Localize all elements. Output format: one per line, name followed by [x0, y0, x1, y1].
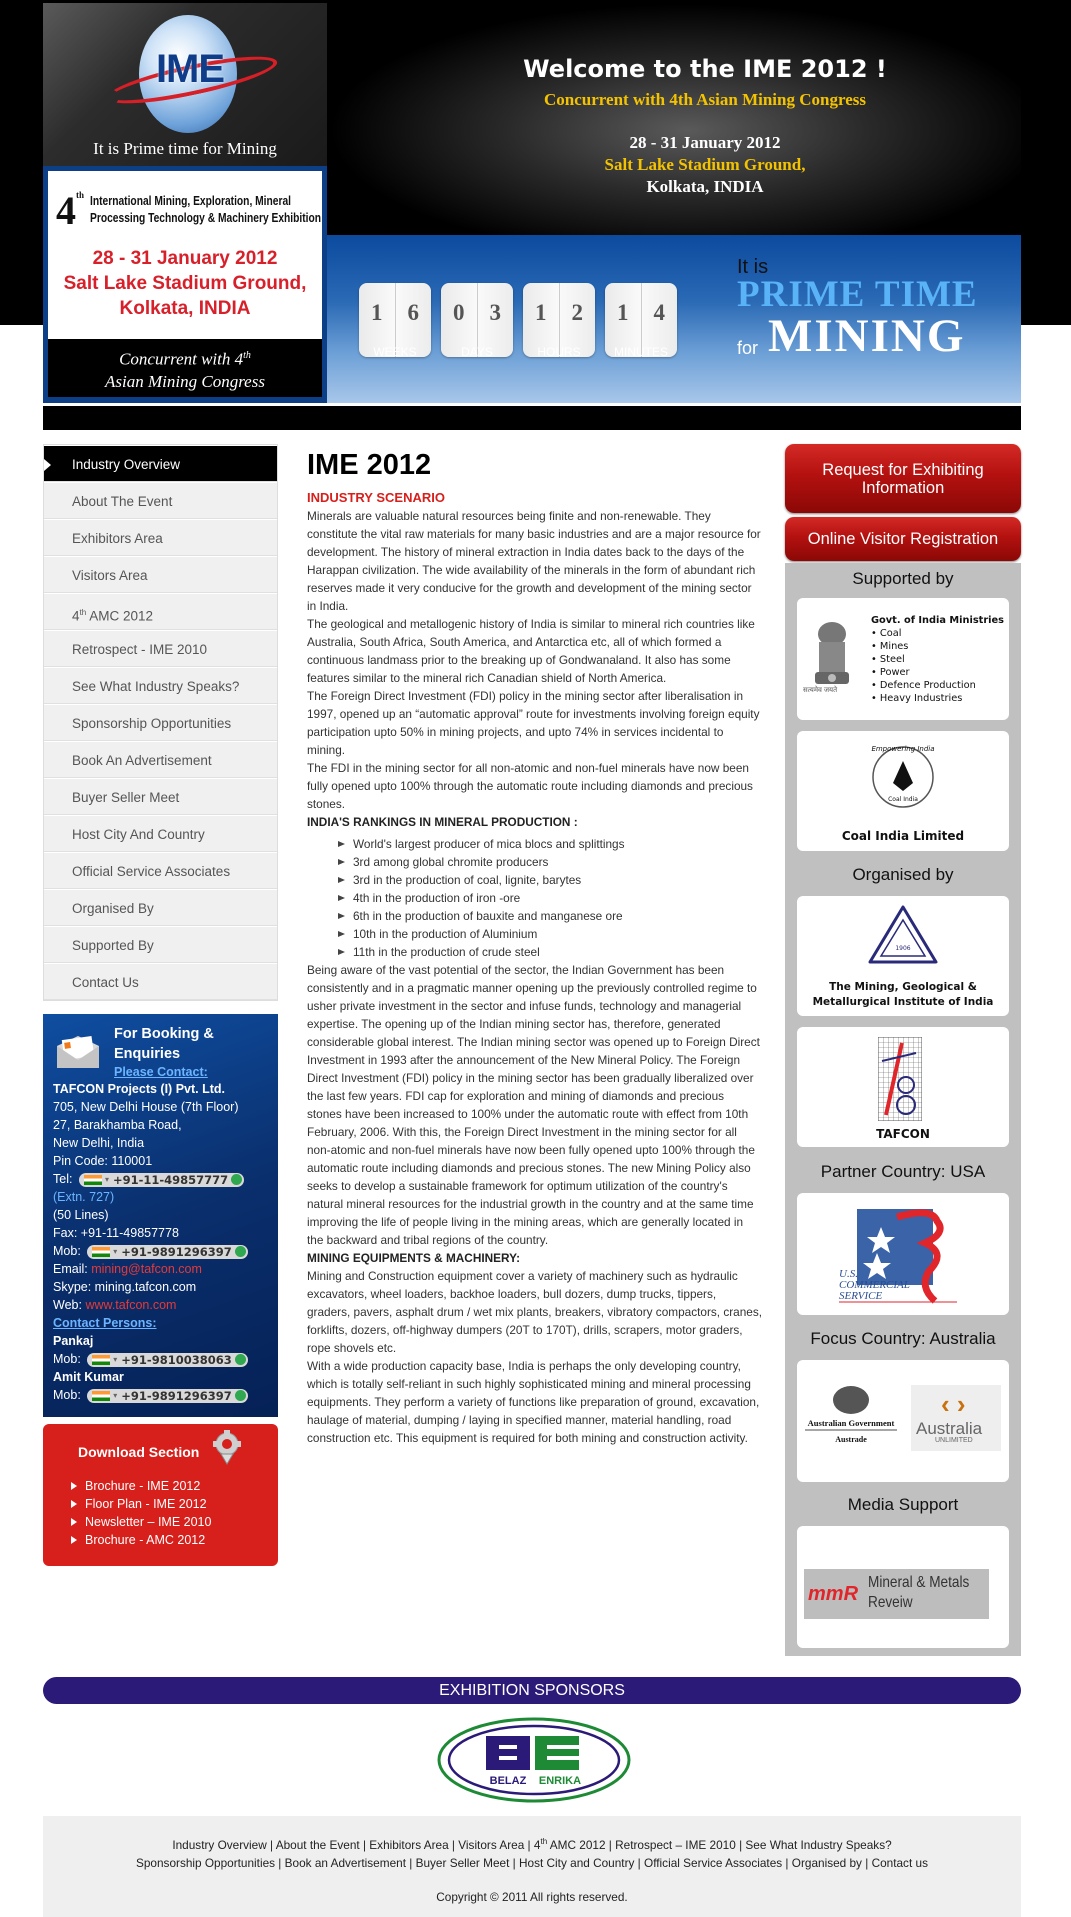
call-icon — [231, 1174, 242, 1185]
section-heading: INDUSTRY SCENARIO — [307, 490, 445, 505]
digit: 6 — [395, 283, 432, 357]
footer-separator: | — [509, 1855, 519, 1870]
media-support-heading: Media Support — [847, 1495, 959, 1514]
footer-separator: | — [524, 1837, 534, 1852]
digit: 3 — [477, 283, 514, 357]
footer-link[interactable]: Book an Advertisement — [284, 1855, 406, 1870]
download-item[interactable]: Brochure - IME 2012 — [71, 1477, 211, 1495]
exhibition-sponsors-bar: EXHIBITION SPONSORS — [43, 1677, 1021, 1704]
footer-separator: | — [275, 1855, 285, 1870]
phone-link[interactable]: ▾ +91-9891296397 — [87, 1245, 247, 1259]
mob-row: Mob: ▾ +91-9891296397 — [53, 1242, 273, 1260]
machinery-heading: MINING EQUIPMENTS & MACHINERY: — [307, 1251, 521, 1265]
australia-unlimited-logo — [911, 1385, 1001, 1451]
digit: 0 — [453, 300, 465, 325]
sidebar-item-industry-speaks[interactable]: See What Industry Speaks? — [44, 667, 277, 704]
copyright: Copyright © 2011 All rights reserved. — [436, 1889, 628, 1904]
countdown-banner — [327, 235, 1021, 403]
prime-time-banner — [737, 256, 1007, 362]
ranking-item: 11th in the production of crude steel — [338, 943, 762, 961]
ime-logo-area — [43, 3, 327, 166]
coal-india-inner-text: Coal India — [888, 796, 918, 803]
countdown-days — [441, 283, 513, 359]
footer-separator: | — [605, 1837, 616, 1852]
sidebar-item-advertisement[interactable]: Book An Advertisement — [44, 741, 277, 778]
govt-india-ministries-card[interactable] — [797, 598, 1009, 720]
footer-separator: | — [405, 1855, 416, 1870]
footer-link[interactable]: About the Event — [275, 1837, 360, 1852]
supported-by-heading: Supported by — [852, 569, 954, 588]
contact-details — [53, 1080, 273, 1404]
digit: 2 — [559, 283, 596, 357]
india-flag-icon — [92, 1355, 110, 1365]
ranking-item: 10th in the production of Aluminium — [338, 925, 762, 943]
chevron-down-icon: ▾ — [104, 1174, 109, 1184]
main-content — [307, 447, 762, 1447]
sidebar-item-visitors-area[interactable]: Visitors Area — [44, 556, 277, 593]
rankings-list — [338, 835, 762, 961]
call-icon — [235, 1390, 246, 1401]
welcome-venue: Salt Lake Stadium Ground, — [604, 155, 806, 174]
phone-link[interactable]: ▾ +91-9810038063 — [87, 1353, 247, 1367]
welcome-date: 28 - 31 January 2012 — [629, 133, 781, 152]
tafcon-logo-icon — [878, 1037, 922, 1121]
commercial-text: COMMERCIAL — [839, 1279, 910, 1291]
digit: 4 — [641, 283, 678, 357]
footer-link[interactable]: Exhibitors Area — [369, 1837, 449, 1852]
person-name: Pankaj — [53, 1334, 94, 1348]
sidebar-item-supported-by[interactable]: Supported By — [44, 926, 277, 963]
sidebar-item-organised-by[interactable]: Organised By — [44, 889, 277, 926]
chevrons-icon: ‹ › — [941, 1389, 966, 1419]
footer-link[interactable]: See What Industry Speaks? — [745, 1837, 892, 1852]
counter-label: MINUTES — [614, 345, 668, 359]
counter-label: WEEKS — [373, 345, 417, 359]
mob-row: Mob: ▾ +91-9891296397 — [53, 1386, 273, 1404]
footer-separator: | — [782, 1855, 792, 1870]
footer-separator: | — [634, 1855, 645, 1870]
focus-country-heading: Focus Country: Australia — [810, 1329, 996, 1348]
sidebar-item-buyer-seller-meet[interactable]: Buyer Seller Meet — [44, 778, 277, 815]
sidebar-item-sponsorship[interactable]: Sponsorship Opportunities — [44, 704, 277, 741]
footer-link[interactable]: Visitors Area — [458, 1837, 525, 1852]
person-name: Amit Kumar — [53, 1370, 124, 1384]
footer-separator: | — [266, 1837, 276, 1852]
booking-enquiries-box — [43, 1014, 278, 1417]
lines-count: (50 Lines) — [53, 1208, 109, 1222]
expo-info-card — [48, 171, 322, 339]
chevron-down-icon: ▾ — [113, 1354, 118, 1364]
service-text: SERVICE — [839, 1290, 883, 1302]
coal-india-logo-icon — [865, 739, 941, 815]
ministries-list: Govt. of India Ministries • Coal • Mines • Steel • Power • Defence Production • Heavy Industries — [871, 615, 1005, 704]
web-row: Web: www.tafcon.com — [53, 1298, 177, 1312]
paragraph: The Foreign Direct Investment (FDI) policy in the mining sector after liberalisation in 1997, opened up an “automatic approval” route for investments involving foreign equity participation upto 50% in mining projects, and upto 74% in services incidental to mining. — [307, 689, 760, 757]
footer-links — [43, 1816, 1021, 1872]
ranking-item: 6th in the production of bauxite and manganese ore — [338, 907, 762, 925]
mmr-logo — [804, 1569, 989, 1619]
partners-panel — [785, 563, 1021, 1656]
partner-country-heading: Partner Country: USA — [820, 1162, 986, 1181]
footer-link[interactable]: Contact us — [871, 1855, 928, 1870]
sidebar-nav — [43, 444, 278, 1001]
address-line: 27, Barakhamba Road, — [53, 1118, 182, 1132]
pin-code: Pin Code: 110001 — [53, 1154, 153, 1168]
coal-india-card[interactable] — [797, 731, 1009, 851]
ime-logo-text: IME — [155, 47, 225, 91]
download-section — [43, 1424, 278, 1566]
online-visitor-registration-button[interactable]: Online Visitor Registration — [785, 517, 1021, 561]
mgmi-caption: The Mining, Geological & Metallurgical Institute of India — [812, 981, 994, 1008]
coal-india-caption: Coal India Limited — [841, 829, 965, 843]
footer-separator: | — [359, 1837, 370, 1852]
footer — [43, 1816, 1021, 1917]
coal-india-ring-text: Empowering India — [871, 745, 935, 753]
download-item[interactable]: Brochure - AMC 2012 — [71, 1531, 211, 1549]
sidebar-item-industry-overview[interactable]: Industry Overview — [44, 445, 277, 482]
request-exhibiting-info-button[interactable]: Request for Exhibiting Information — [785, 444, 1021, 513]
sidebar-item-retrospect[interactable]: Retrospect - IME 2010 — [44, 630, 277, 667]
emblem-motto: सत्यमेव जयते — [803, 687, 838, 694]
countdown-minutes — [605, 283, 677, 359]
extension: (Extn. 727) — [53, 1190, 115, 1204]
prime-time-text: PRIME TIME — [737, 274, 978, 315]
edition-number: 4th — [56, 188, 85, 233]
mgmi-year: 1906 — [895, 945, 911, 952]
sidebar-item-contact-us[interactable]: Contact Us — [44, 963, 277, 1000]
paragraph: With a wide production capacity base, India is perhaps the only developing country, which is totally self-reliant in such highly sophisticated mining and mineral processing equipments. They perform a variety of functions like preparation of ground, excavation, haulage of material, dumping / laying in specified manner, material handling, road construction etc. This equipment is required for both mining and construction activity. — [307, 1359, 760, 1445]
india-flag-icon — [92, 1247, 110, 1257]
tel-row: Tel: ▾ +91-11-49857777 — [53, 1170, 273, 1188]
belaz-enrika-logo[interactable] — [436, 1717, 632, 1803]
footer-link[interactable]: Industry Overview — [172, 1837, 267, 1852]
skype: Skype: mining.tafcon.com — [53, 1280, 197, 1294]
countdown-hours — [523, 283, 595, 359]
header — [43, 3, 1021, 405]
enrika-text: ENRIKA — [538, 1775, 582, 1787]
prime-mining: MINING — [768, 310, 966, 362]
us-text: U.S. — [839, 1268, 858, 1280]
email-row: Email: mining@tafcon.com — [53, 1262, 202, 1276]
ranking-item: 3rd in the production of coal, lignite, barytes — [338, 871, 762, 889]
us-commercial-service-logo-icon — [837, 1207, 967, 1307]
ime-logo-block[interactable] — [43, 3, 327, 403]
footer-separator: | — [861, 1855, 872, 1870]
welcome-city: Kolkata, INDIA — [646, 177, 764, 196]
footer-link[interactable]: Sponsorship Opportunities — [136, 1855, 276, 1870]
company-name: TAFCON Projects (I) Pvt. Ltd. — [53, 1082, 225, 1096]
footer-link[interactable]: 4th AMC 2012 — [533, 1837, 606, 1852]
welcome-banner — [327, 3, 1021, 235]
belaz-text: BELAZ — [489, 1775, 527, 1787]
page-title: IME 2012 — [307, 449, 432, 481]
contact-persons-link[interactable]: Contact Persons: — [53, 1316, 157, 1330]
welcome-title: Welcome to the IME 2012 ! — [523, 55, 887, 83]
mob-row: Mob: ▾ +91-9810038063 — [53, 1350, 273, 1368]
ranking-item: World's largest producer of mica blocs and splittings — [338, 835, 762, 853]
tafcon-caption: TAFCON — [876, 1127, 930, 1141]
india-flag-icon — [92, 1391, 110, 1401]
footer-links-row — [43, 1854, 1021, 1872]
digit: 1 — [617, 300, 629, 325]
australia-card[interactable] — [797, 1360, 1009, 1482]
fax: Fax: +91-11-49857778 — [53, 1226, 179, 1240]
aus-gov-text: Australian Government — [807, 1418, 895, 1428]
austrade-text: Austrade — [835, 1435, 867, 1444]
phone-link[interactable]: ▾ +91-11-49857777 — [79, 1173, 244, 1187]
rankings-heading: INDIA'S RANKINGS IN MINERAL PRODUCTION : — [307, 815, 578, 829]
footer-links-row — [43, 1833, 1021, 1854]
digit: 1 — [535, 300, 547, 325]
australian-government-logo-icon — [803, 1382, 899, 1450]
footer-separator: | — [735, 1837, 746, 1852]
organised-by-heading: Organised by — [852, 865, 954, 884]
chevron-down-icon: ▾ — [113, 1390, 118, 1400]
footer-link[interactable]: Buyer Seller Meet — [415, 1855, 510, 1870]
download-title: Download Section — [78, 1444, 200, 1460]
envelope-icon — [55, 1032, 101, 1070]
footer-link[interactable]: Retrospect – IME 2010 — [615, 1837, 736, 1852]
mgmi-card[interactable] — [797, 896, 1009, 1016]
download-list — [71, 1477, 211, 1549]
tagline: It is Prime time for Mining — [93, 139, 277, 158]
paragraph: Being aware of the vast potential of the sector, the Indian Government has been consistently and in a pragmatic manner opening up the previously controlled regime to usher private investment in the sector and infuse funds, technology and managerial expertise. The opening up of the Indian mining sector has, therefore, generated considerable global interest. The Indian mining sector was opened up to Foreign Direct Investment in 1993 after the announcement of the New Mineral Policy. The Foreign Direct Investment (FDI) policy in the mining sector has been gradually liberalized over the last few years. FDI cap for exploration and mining of diamonds and precious stones have been increased to 100% under the automatic route with effect from 10th February, 2006. With this, the Foreign Direct Investment in the mining sector for all non-atomic and non-fuel minerals have now been fully opened upto 100% through the automatic route including diamonds and precious stones. The new Mining Policy also seeks to develop a sustainable framework for optimum utilization of the country's natural mineral resources for the industrial growth in the country and at the same time improving the life of people living in the mining areas, which are generally located in the backward and tribal regions of the country. — [307, 963, 760, 1247]
address-line: New Delhi, India — [53, 1136, 145, 1150]
counter-label: HOURS — [537, 345, 581, 359]
paragraph: Minerals are valuable natural resources being finite and non-renewable. They constitute the vital raw materials for many basic industries and are a major resource for development. The history of mineral extraction in India dates back to the days of the Harappan civilization. The wide availability of the minerals in the form of abundant rich reserves made it very conducive for the growth and development of the mining sector in India. — [307, 509, 761, 613]
chevron-down-icon: ▾ — [113, 1246, 118, 1256]
please-contact-link[interactable]: Please Contact: — [114, 1065, 208, 1079]
concurrent-note: Concurrent with 4th Asian Mining Congress — [48, 339, 322, 397]
mmr-card[interactable] — [797, 1526, 1009, 1648]
sidebar-item-about-the-event[interactable]: About The Event — [44, 482, 277, 519]
prime-for: for — [737, 338, 759, 358]
download-item[interactable]: Floor Plan - IME 2012 — [71, 1495, 211, 1513]
call-icon — [235, 1354, 246, 1365]
sidebar-item-service-associates[interactable]: Official Service Associates — [44, 852, 277, 889]
call-icon — [235, 1246, 246, 1257]
expo-title: International Mining, Exploration, Mineral Processing Technology & Machinery Exhibition — [90, 194, 322, 225]
footer-separator: | — [448, 1837, 459, 1852]
welcome-subtitle: Concurrent with 4th Asian Mining Congress — [544, 90, 866, 109]
download-item[interactable]: Newsletter – IME 2010 — [71, 1513, 211, 1531]
phone-link[interactable]: ▾ +91-9891296397 — [87, 1389, 247, 1403]
gear-download-icon — [209, 1430, 245, 1466]
tafcon-card[interactable] — [797, 1027, 1009, 1147]
footer-link[interactable]: Host City and Country — [519, 1855, 635, 1870]
expo-date-venue: 28 - 31 January 2012 Salt Lake Stadium Ground, Kolkata, INDIA — [63, 248, 307, 319]
web-link[interactable]: www.tafcon.com — [85, 1298, 177, 1312]
mmr-mark: mmR — [808, 1583, 859, 1605]
footer-link[interactable]: Organised by — [791, 1855, 862, 1870]
paragraph: The FDI in the mining sector for all non-atomic and non-fuel minerals have now been fully opened upto 100% through the automatic route including diamonds and precious stones. — [307, 761, 753, 811]
prime-it-is: It is — [737, 256, 769, 278]
paragraph: The geological and metallogenic history of India is similar to mineral rich countries like Australia, South Africa, South America, and Antarctica etc, all of which formed a continuous landmass prior to the breaking up of Gondwanaland. It also has some features similar to the mineral rich Canadian shield of North America. — [307, 617, 755, 685]
paragraph: Mining and Construction equipment cover a variety of machinery such as hydraulic excavators, wheel loaders, backhoe loaders, bull dozers, dump trucks, tippers, graders, pavers, asphalt drum / wet mix plants, breakers, vibratory compactors, cranes, forklifts, dozers, off-highway dumpers (20T to 170T), drills, scrapers, motor graders, rope shovels etc. — [307, 1269, 763, 1355]
address-line: 705, New Delhi House (7th Floor) — [53, 1100, 239, 1114]
countdown-weeks — [359, 283, 431, 359]
mgmi-logo-icon — [867, 904, 939, 966]
india-flag-icon — [84, 1175, 102, 1185]
mmr-title: Mineral & Metals Reveiw — [868, 1574, 970, 1611]
digit: 1 — [371, 300, 383, 325]
black-nav-bar — [43, 406, 1021, 430]
us-commercial-service-card[interactable] — [797, 1193, 1009, 1315]
email-link[interactable]: mining@tafcon.com — [91, 1262, 202, 1276]
unlimited-text: UNLIMITED — [935, 1437, 973, 1444]
sidebar-item-exhibitors-area[interactable]: Exhibitors Area — [44, 519, 277, 556]
ranking-item: 3rd among global chromite producers — [338, 853, 762, 871]
counter-label: DAYS — [461, 345, 493, 359]
footer-link[interactable]: Official Service Associates — [644, 1855, 783, 1870]
australia-text: Australia — [916, 1419, 983, 1438]
sidebar-item-amc-2012[interactable]: 4th AMC 2012 — [44, 593, 277, 630]
sidebar-item-host-city[interactable]: Host City And Country — [44, 815, 277, 852]
ranking-item: 4th in the production of iron -ore — [338, 889, 762, 907]
booking-title: For Booking & Enquiries — [114, 1026, 214, 1062]
